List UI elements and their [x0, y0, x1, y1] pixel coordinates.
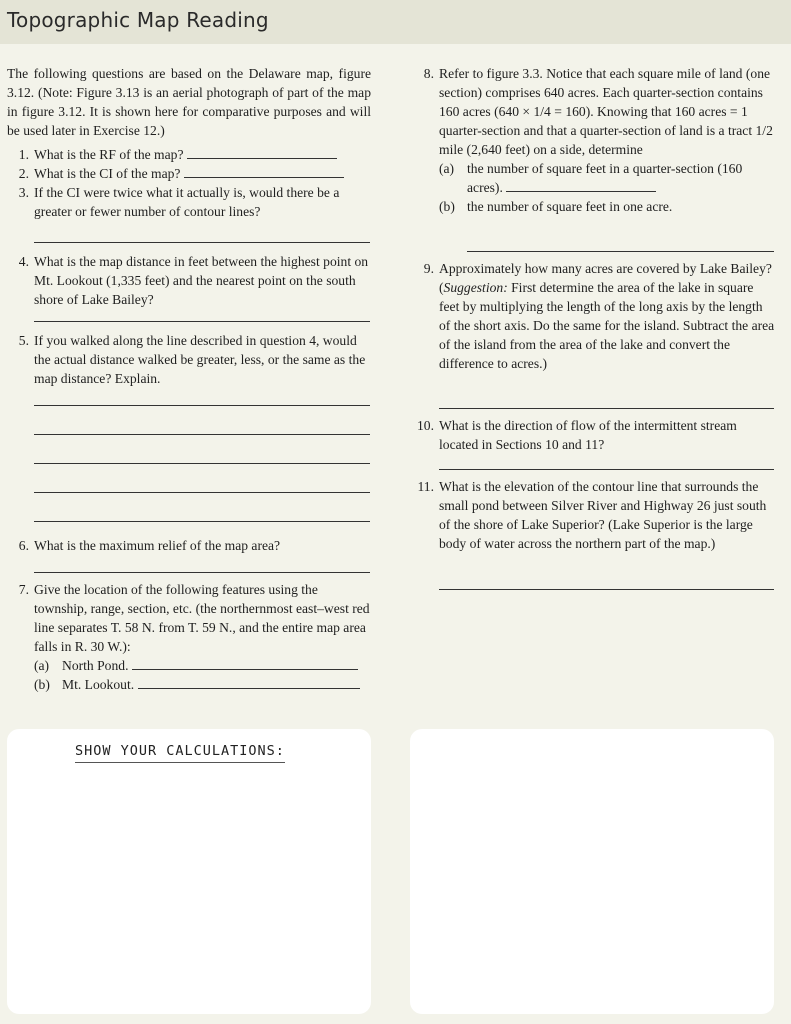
question-10: [412, 416, 776, 454]
question-number: 6.: [18, 538, 29, 553]
left-column: [7, 64, 371, 221]
sub-label: (b): [34, 677, 50, 692]
question-3: [7, 183, 371, 221]
question-text: Give the location of the following features using the township, range, section, etc. (the northernmost east–west red line separates T. 58 N. from T. 59 N., and the entire map area falls in R. 30 W.):: [34, 582, 370, 654]
calculations-label: SHOW YOUR CALCULATIONS:: [75, 743, 285, 763]
sub-text: the number of square feet in a quarter-section (160 acres).: [467, 161, 743, 195]
question-text: What is the elevation of the contour line that surrounds the small pond between Silver River and Highway 26 just south of the shore of Lake Superior? (Lake Superior is the large body of water across the northern part of the map.): [439, 479, 767, 551]
sub-label: (a): [439, 161, 455, 176]
answer-line[interactable]: [439, 589, 774, 590]
sub-text: the number of square feet in one acre.: [467, 199, 673, 214]
question-8: [412, 64, 776, 216]
answer-line[interactable]: [34, 572, 370, 573]
question-number: 11.: [417, 479, 434, 494]
question-number: 4.: [18, 254, 29, 269]
question-8a: [439, 159, 776, 197]
answer-line[interactable]: [34, 463, 370, 464]
sub-text: North Pond.: [62, 658, 129, 673]
question-7a: [34, 656, 371, 675]
calculations-box-right[interactable]: [410, 729, 774, 1014]
question-1: [7, 145, 371, 164]
question-number: 8.: [423, 66, 434, 81]
answer-line[interactable]: [34, 242, 370, 243]
question-text: What is the direction of flow of the intermittent stream located in Sections 10 and 11?: [439, 418, 737, 452]
question-number: 10.: [417, 418, 434, 433]
question-text-cont: First determine the area of the lake in square feet by multiplying the length of the long axis by the length of the short axis. Do the same for the island. Subtract the area of the island from the area of the lake and convert the difference to acres.): [439, 280, 775, 371]
question-number: 3.: [18, 185, 29, 200]
question-text: If the CI were twice what it actually is, would there be a greater or fewer number of contour lines?: [34, 185, 340, 219]
question-text: What is the maximum relief of the map area?: [34, 538, 281, 553]
answer-line[interactable]: [34, 405, 370, 406]
question-number: 5.: [18, 333, 29, 348]
question-text: What is the CI of the map?: [34, 166, 181, 181]
question-4: [7, 252, 371, 309]
answer-line[interactable]: [184, 164, 344, 178]
question-2: [7, 164, 371, 183]
question-number: 9.: [423, 261, 434, 276]
suggestion-label: Suggestion:: [443, 280, 508, 295]
answer-line[interactable]: [34, 321, 370, 322]
question-number: 2.: [18, 166, 29, 181]
page-title: Topographic Map Reading: [7, 8, 269, 32]
answer-line[interactable]: [506, 178, 656, 192]
answer-line[interactable]: [138, 675, 360, 689]
question-text: What is the RF of the map?: [34, 147, 184, 162]
question-8b: [439, 197, 776, 216]
question-5: [7, 331, 371, 388]
answer-line[interactable]: [467, 251, 774, 252]
title-bar: [0, 0, 791, 44]
calculations-box[interactable]: [7, 729, 371, 1014]
sub-text: Mt. Lookout.: [62, 677, 135, 692]
intro-paragraph: The following questions are based on the Delaware map, figure 3.12. (Note: Figure 3.13 is an aerial photograph of part of the map in figure 3.12. It is shown here for comparative purposes and will be used later in Exercise 12.): [7, 66, 371, 138]
question-6: [7, 536, 371, 555]
question-number: 1.: [18, 147, 29, 162]
question-number: 7.: [18, 582, 29, 597]
question-7b: [34, 675, 371, 694]
question-text: Approximately how many acres are covered by Lake Bailey? (: [439, 261, 772, 295]
answer-line[interactable]: [34, 434, 370, 435]
question-text: Refer to figure 3.3. Notice that each square mile of land (one section) comprises 640 acres. Each quarter-section contains 160 acres (640 × 1/4 = 160). Knowing that 160 acres = 1 quarter-section and that a quarter-section of land is a tract 1/2 mile (2,640 feet) on a side, determine: [439, 66, 773, 157]
question-7: [7, 580, 371, 694]
question-9: [412, 259, 776, 373]
sub-label: (a): [34, 658, 50, 673]
answer-line[interactable]: [34, 492, 370, 493]
answer-line[interactable]: [439, 469, 774, 470]
sub-label: (b): [439, 199, 455, 214]
question-text: What is the map distance in feet between the highest point on Mt. Lookout (1,335 feet) and the nearest point on the south shore of Lake Bailey?: [34, 254, 369, 307]
question-11: [412, 477, 776, 553]
question-text: If you walked along the line described in question 4, would the actual distance walked be greater, less, or the same as the map distance? Explain.: [34, 333, 366, 386]
answer-line[interactable]: [187, 145, 337, 159]
answer-line[interactable]: [34, 521, 370, 522]
answer-line[interactable]: [132, 656, 358, 670]
answer-line[interactable]: [439, 408, 774, 409]
